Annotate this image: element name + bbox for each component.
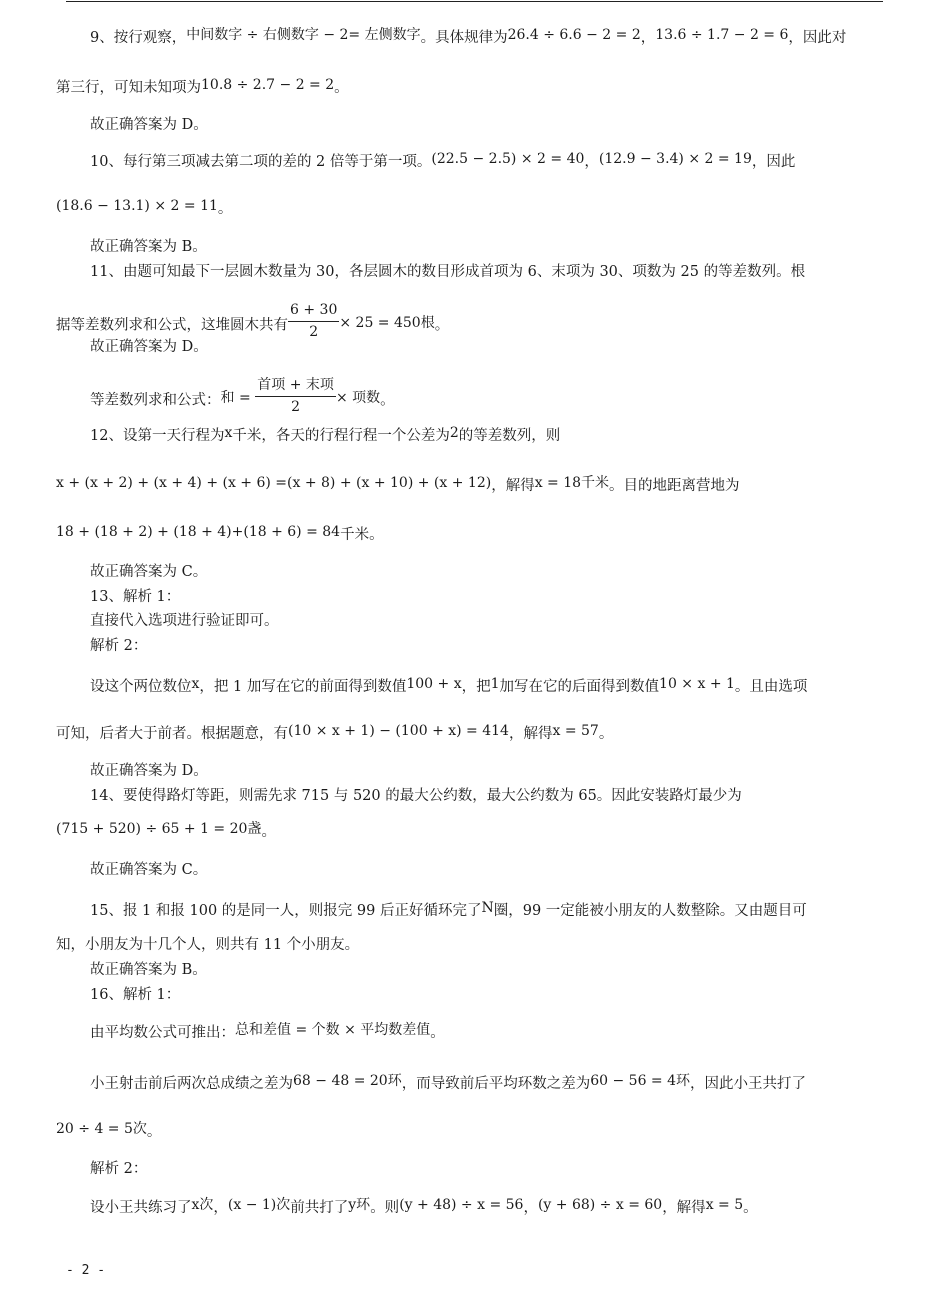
q13-answer: 故正确答案为 D。	[90, 763, 208, 779]
q14-line-2: (715 + 520) ÷ 65 + 1 = 20盏。	[56, 821, 276, 840]
q13-solution-2-title: 解析 2：	[90, 638, 148, 654]
q9-formula-row1: 26.4 ÷ 6.6 − 2 = 2	[507, 27, 641, 43]
q13-solution: x = 57	[552, 723, 599, 739]
header-rule	[66, 1, 883, 2]
q11-fraction: $\frac{6 + 30}{2}$	[290, 302, 338, 340]
q11-line-1: 11、由题可知最下一层圆木数量为 30，各层圆木的数目形成首项为 6、末项为 30、项数为 25 的等差数列。根	[90, 264, 806, 280]
q15-line-1: 15、报 1 和报 100 的是同一人，则报完 99 后正好循环完了N圈，99 一定能被小朋友的人数整除。又由题目可	[90, 900, 807, 919]
q9-formula-rule: 中间数字 ÷ 右侧数字 − 2= 左侧数字	[186, 27, 421, 43]
q12-solution: x = 18千米	[534, 475, 610, 491]
q12-line-3: 18 + (18 + 2) + (18 + 4)+(18 + 6) = 84千米。	[56, 524, 384, 543]
q12-answer: 故正确答案为 C。	[90, 564, 208, 580]
q9-line-1: 9、按行观察，中间数字 ÷ 右侧数字 − 2= 左侧数字。具体规律为26.4 ÷ 6.6 − 2 = 2，13.6 ÷ 1.7 − 2 = 6，因此对	[90, 27, 847, 46]
q13-title: 13、解析 1：	[90, 589, 181, 605]
q16-line-3: 20 ÷ 4 = 5次。	[56, 1121, 162, 1140]
q11-answer: 故正确答案为 D。	[90, 339, 208, 355]
q11-formula-total: × 25 = 450根	[339, 314, 435, 331]
q12-line-2: x + (x + 2) + (x + 4) + (x + 6) =(x + 8) + (x + 10) + (x + 12)，解得x = 18千米。目的地距离营地为	[56, 475, 740, 494]
q12-line-1: 12、设第一天行程为x千米，各天的行程行程一个公差为2的等差数列，则	[90, 425, 561, 444]
q11-formula-fraction: $\frac{\text{首项 + 末项}}{2}$	[257, 377, 334, 415]
q16-line-4: 设小王共练习了x次，(x − 1)次前共打了y环。则(y + 48) ÷ x = 56，(y + 68) ÷ x = 60，解得x = 5。	[90, 1197, 758, 1216]
q16-title: 16、解析 1：	[90, 987, 181, 1003]
q16-line-1: 由平均数公式可推出：总和差值 = 个数 × 平均数差值。	[90, 1022, 445, 1041]
q13-line-2: 可知，后者大于前者。根据题意，有(10 × x + 1) − (100 + x) = 414，解得x = 57。	[56, 723, 614, 742]
q16-line-2: 小王射击前后两次总成绩之差为68 − 48 = 20环，而导致前后平均环数之差为60 − 56 = 4环，因此小王共打了	[90, 1073, 807, 1092]
q10-line-1: 10、每行第三项减去第二项的差的 2 倍等于第一项。(22.5 − 2.5) × 2 = 40，(12.9 − 3.4) × 2 = 19，因此	[90, 151, 796, 170]
q10-formula-row3: (18.6 − 13.1) × 2 = 11	[56, 198, 218, 214]
q9-line-2: 第三行，可知未知项为10.8 ÷ 2.7 − 2 = 2。	[56, 77, 349, 96]
q13-equation: (10 × x + 1) − (100 + x) = 414	[288, 723, 509, 739]
q11-line-2: 据等差数列求和公式，这堆圆木共有 $\frac{6 + 30}{2}$ × 25 = 450根。	[56, 302, 450, 340]
q10-answer: 故正确答案为 B。	[90, 239, 207, 255]
q14-formula: (715 + 520) ÷ 65 + 1 = 20盏	[56, 821, 262, 837]
q9-answer: 故正确答案为 D。	[90, 117, 208, 133]
q9-formula-row2: 13.6 ÷ 1.7 − 2 = 6	[655, 27, 789, 43]
q12-distance: 18 + (18 + 2) + (18 + 4)+(18 + 6) = 84	[56, 524, 341, 540]
q13-solution-1: 直接代入选项进行验证即可。	[90, 613, 279, 629]
q11-sum-formula: 等差数列求和公式：和 = $\frac{\text{首项 + 末项}}{2}$ × 项数。	[90, 377, 395, 415]
q16-average-formula: 总和差值 = 个数 × 平均数差值	[235, 1022, 431, 1038]
q10-line-2: (18.6 − 13.1) × 2 = 11。	[56, 198, 233, 217]
q15-answer: 故正确答案为 B。	[90, 962, 207, 978]
q12-equation: x + (x + 2) + (x + 4) + (x + 6) =(x + 8) + (x + 10) + (x + 12)	[56, 475, 492, 491]
q10-formula-row2: (12.9 − 3.4) × 2 = 19	[598, 151, 752, 167]
q15-line-2: 知，小朋友为十几个人，则共有 11 个小朋友。	[56, 937, 360, 953]
q16-solution-2-title: 解析 2：	[90, 1161, 148, 1177]
q9-formula-row3: 10.8 ÷ 2.7 − 2 = 2	[201, 77, 335, 93]
page-number: - 2 -	[66, 1263, 106, 1278]
q10-formula-row1: (22.5 − 2.5) × 2 = 40	[431, 151, 585, 167]
q14-line-1: 14、要使得路灯等距，则需先求 715 与 520 的最大公约数，最大公约数为 65。因此安装路灯最少为	[90, 788, 742, 804]
q14-answer: 故正确答案为 C。	[90, 862, 208, 878]
q13-line-1: 设这个两位数位x，把 1 加写在它的前面得到数值100 + x，把1加写在它的后面得到数值10 × x + 1。且由选项	[90, 676, 808, 695]
